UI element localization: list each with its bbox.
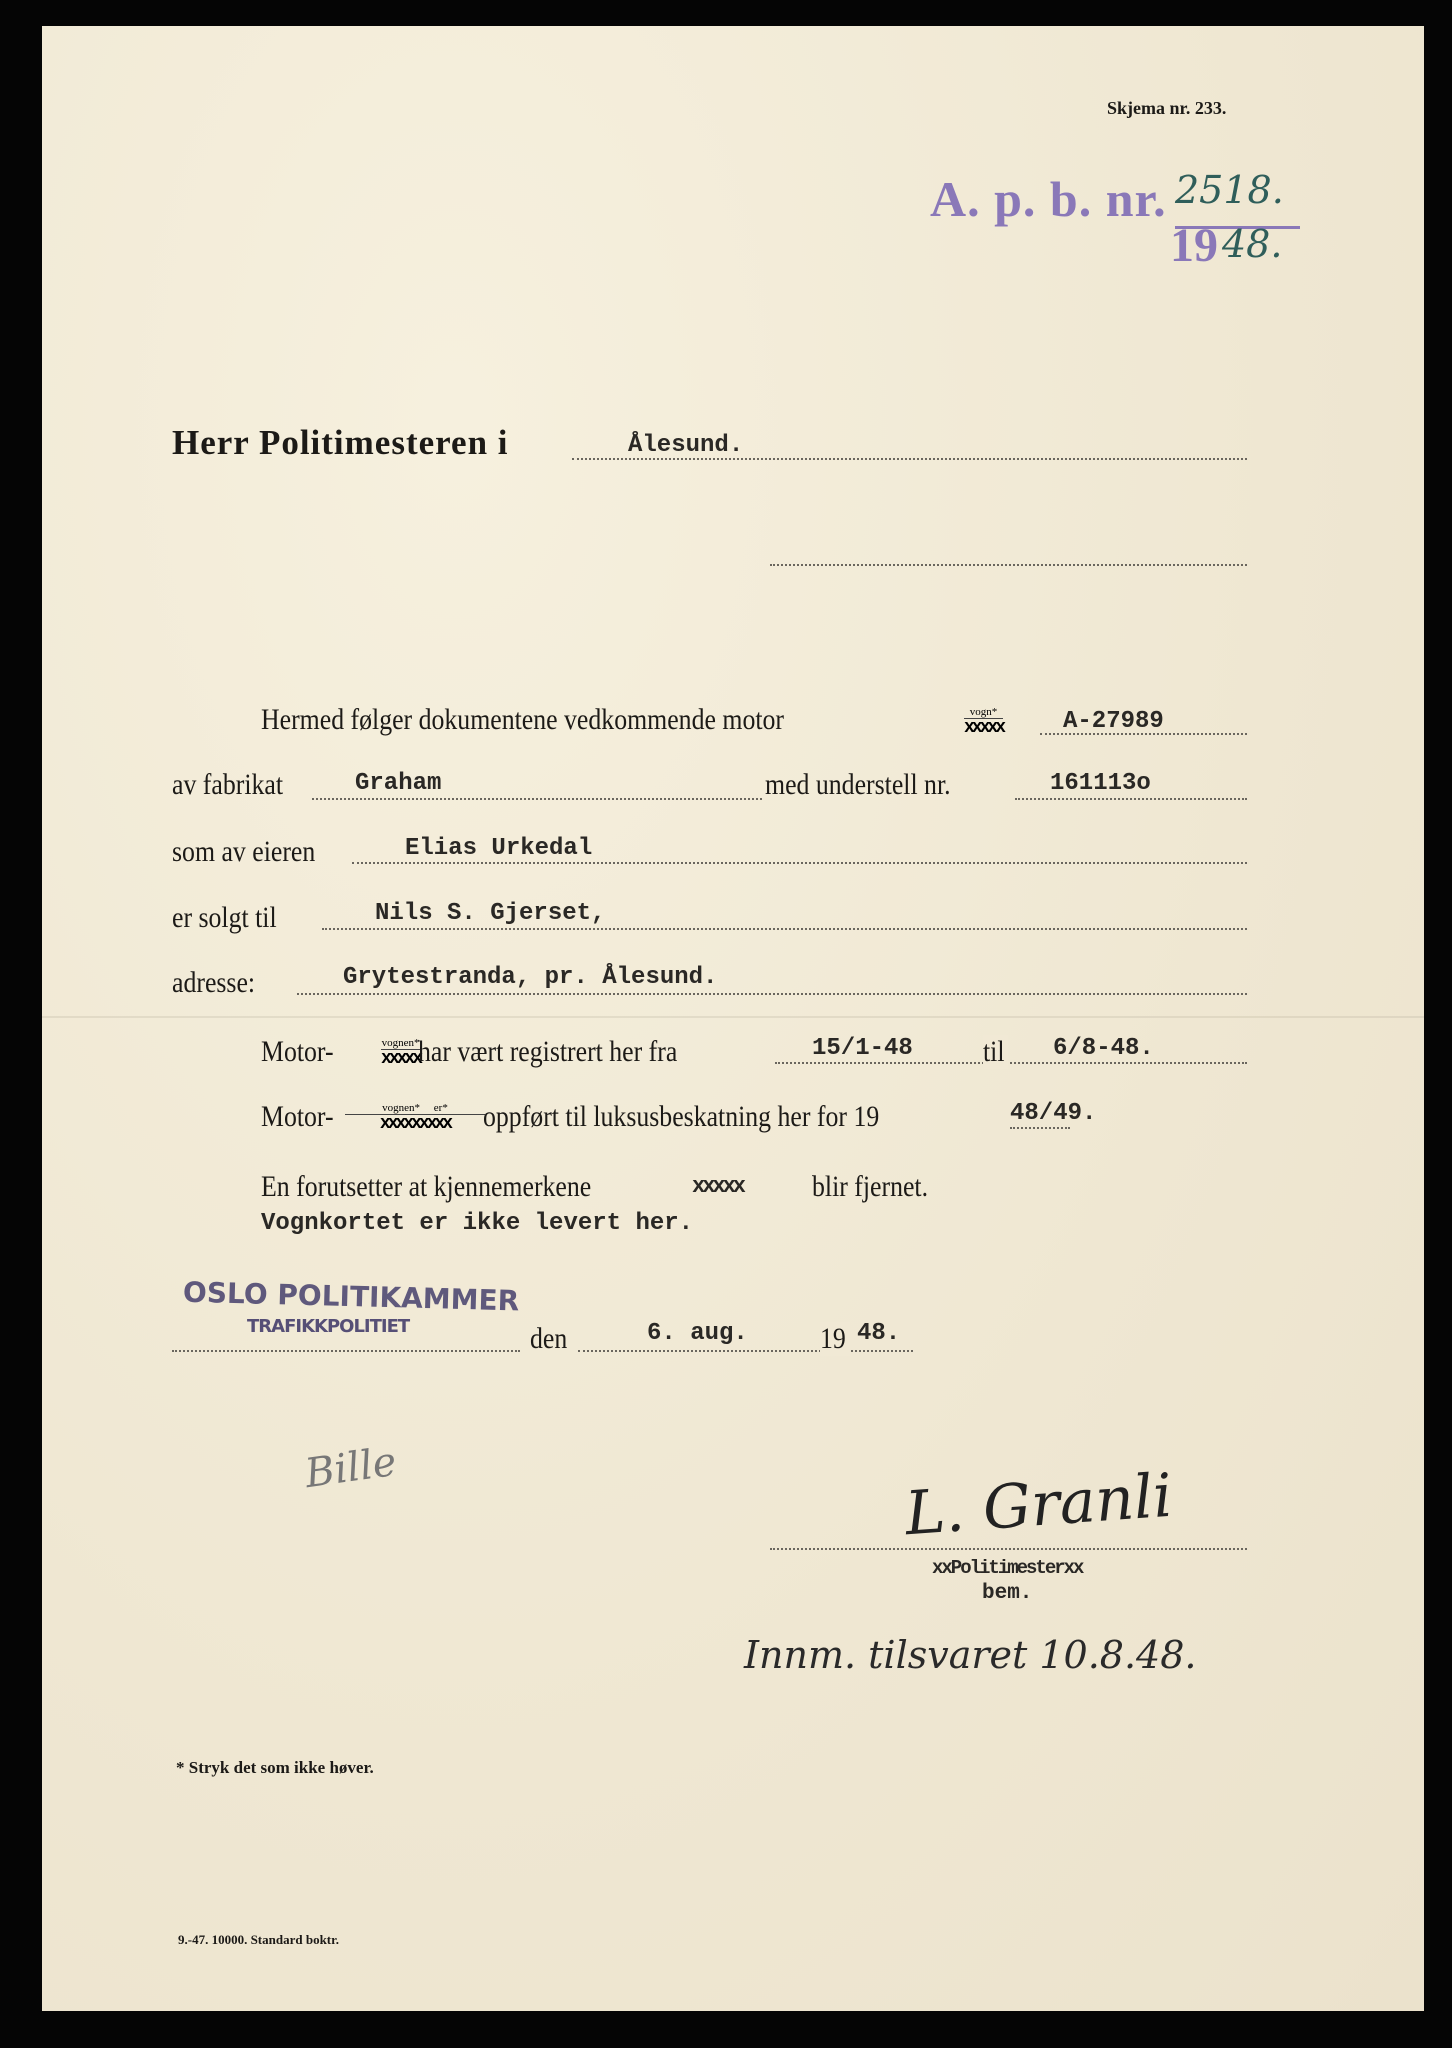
signature-struck-title: xxPolitimesterxx [932,1557,1083,1579]
registration-line [775,1062,1247,1064]
luxury-label: oppført til luksusbeskatning her for 19 [483,1100,880,1133]
sold-value: Nils S. Gjerset, [375,900,606,927]
motor-label [261,703,869,737]
apb-number: 2518. [1175,168,1284,212]
apb-year-suffix: 48. [1222,222,1283,266]
date-day-month: 6. aug. [647,1320,748,1347]
printer-line: 9.-47. 10000. Standard boktr. [178,1932,339,1947]
form-number: Skjema nr. 233. [1107,98,1227,118]
luxury-strike-options [345,1102,485,1133]
office-stamp-line1: OSLO POLITIKAMMER [182,1275,520,1318]
office-stamp-line2: TRAFIKKPOLITIET [247,1316,410,1337]
registration-label: har vært registrert her fra [418,1035,678,1068]
handwritten-initials: Bille [302,1438,400,1498]
apb-year-prefix: 19 [1170,219,1218,272]
registration-from: 15/1-48 [812,1035,913,1062]
owner-line [352,862,1247,864]
plates-label-start: En forutsetter at kjennemerkene [261,1170,592,1203]
luxury-prefix: Motor- [261,1100,334,1133]
make-line [312,798,762,800]
footnote: * Stryk det som ikke høver. [176,1758,374,1777]
luxury-superscript-2: er* [433,1102,448,1114]
apb-stamp-label: A. p. b. nr. [930,171,1167,227]
make-value: Graham [355,770,442,797]
registration-struck: xxxxx [381,1049,421,1069]
chassis-value: 161113o [1050,770,1151,797]
luxury-line [1010,1127,1070,1129]
signature-line [770,1548,1247,1550]
sold-label: er solgt til [172,901,277,934]
address-label: adresse: [172,966,256,999]
handwritten-note: Innm. tilsvaret 10.8.48. [744,1633,1197,1677]
plates-struck: xxxxx [692,1174,744,1199]
signature: L. Granli [902,1460,1175,1550]
sold-line [322,928,1247,930]
registration-strike-options [381,1037,420,1068]
addressee-label: Herr Politimesteren i [172,423,509,462]
owner-label: som av eieren [172,835,316,868]
signature-title: bem. [982,1582,1033,1605]
fold-crease [42,1016,1424,1018]
registration-to-label: til [983,1035,1008,1069]
addressee-line-2 [770,564,1247,566]
date-year-suffix: 48. [857,1320,901,1347]
luxury-struck: xxxxxxxxx [379,1114,451,1134]
plates-label-end: blir fjernet. [812,1170,929,1203]
luxury-value: 48/49. [1010,1100,1097,1127]
address-line [297,993,1247,995]
luxury-superscript-1: vognen* [382,1102,421,1114]
date-line [578,1350,913,1352]
document-page [42,26,1424,2011]
registration-to: 6/8-48. [1053,1035,1154,1062]
typed-note: Vognkortet er ikke levert her. [261,1210,694,1237]
chassis-line [1015,798,1247,800]
addressee-value: Ålesund. [628,432,744,459]
motor-strike-options [964,706,1003,737]
motor-reg: A-27989 [1063,708,1164,735]
chassis-label: med understell nr. [765,768,951,801]
date-label: den [530,1322,568,1355]
motor-struck: xxxxx [964,718,1004,738]
make-label: av fabrikat [172,768,284,801]
motor-superscript: vogn* [964,706,1003,719]
registration-superscript: vognen* [381,1037,420,1049]
registration-prefix: Motor- [261,1035,334,1068]
place-line [172,1350,520,1352]
owner-value: Elias Urkedal [405,835,593,862]
date-year-prefix: 19 [820,1322,850,1356]
address-value: Grytestranda, pr. Ålesund. [343,964,718,991]
motor-label-text: Hermed følger dokumentene vedkommende motor [261,703,785,736]
